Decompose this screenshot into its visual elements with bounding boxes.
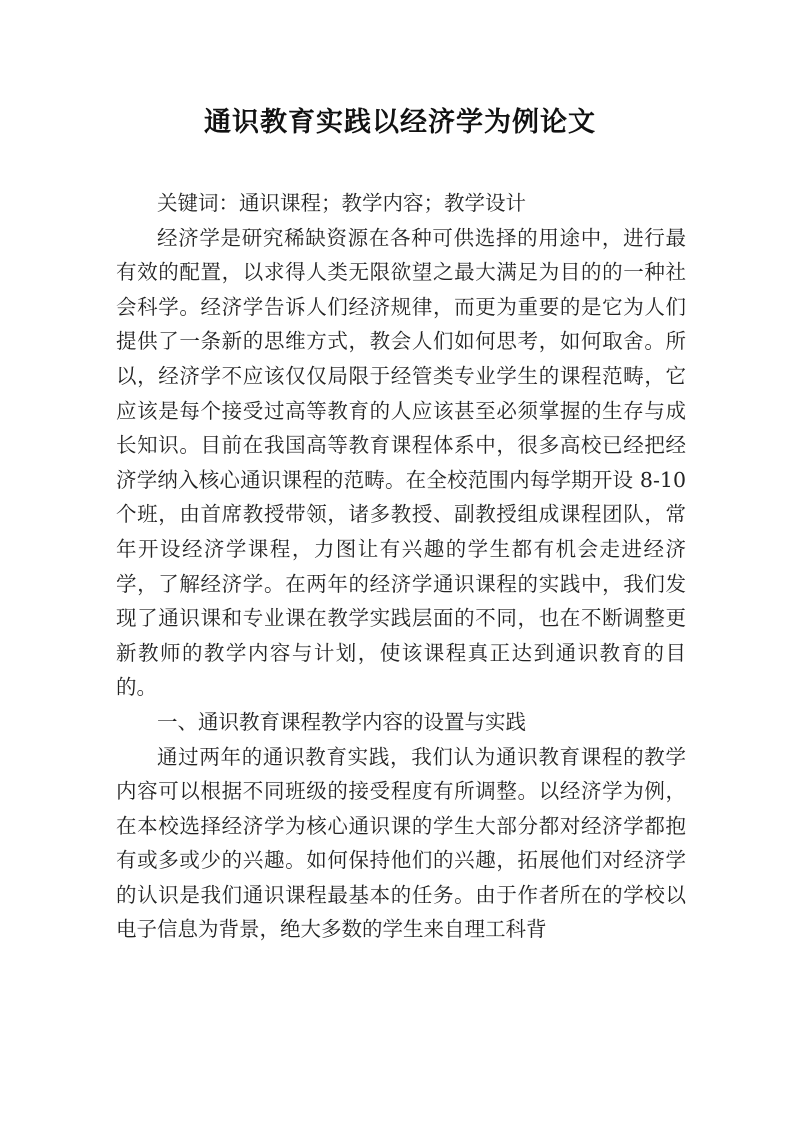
section-heading-1: 一、通识教育课程教学内容的设置与实践: [157, 709, 526, 734]
paragraph-intro: 经济学是研究稀缺资源在各种可供选择的用途中，进行最有效的配置，以求得人类无限欲望之最大满足为目的的一种社会科学。经济学告诉人们经济规律，而更为重要的是它为人们提供了一条新的思维方式，教会人们如何思考，如何取舍。所以，经济学不应该仅仅局限于经管类专业学生的课程范畴，它应该是每个接受过高等教育的人应该甚至必须掌握的生存与成长知识。目前在我国高等教育课程体系中，很多高校已经把经济学纳入核心通识课程的范畴。在全校范围内每学期开设 8-10 个班，由首席教授带领，诸多教授、副教授组成课程团队，常年开设经济学课程，力图让有兴趣的学生都有机会走进经济学，了解经济学。在两年的经济学通识课程的实践中，我们发现了通识课和专业课在教学实践层面的不同，也在不断调整更新教师的教学内容与计划，使该课程真正达到通识教育的目的。: [116, 225, 686, 700]
document-title: 通识教育实践以经济学为例论文: [204, 107, 596, 138]
keywords-line: 关键词：通识课程；教学内容；教学设计: [157, 191, 526, 215]
paragraph-section-1: 通过两年的通识教育实践，我们认为通识教育课程的教学内容可以根据不同班级的接受程度有所调整。以经济学为例，在本校选择经济学为核心通识课的学生大部分都对经济学都抱有或多或少的兴趣。如何保持他们的兴趣，拓展他们对经济学的认识是我们通识课程最基本的任务。由于作者所在的学校以电子信息为背景，绝大多数的学生来自理工科背: [116, 744, 686, 942]
document-body: [116, 186, 686, 947]
